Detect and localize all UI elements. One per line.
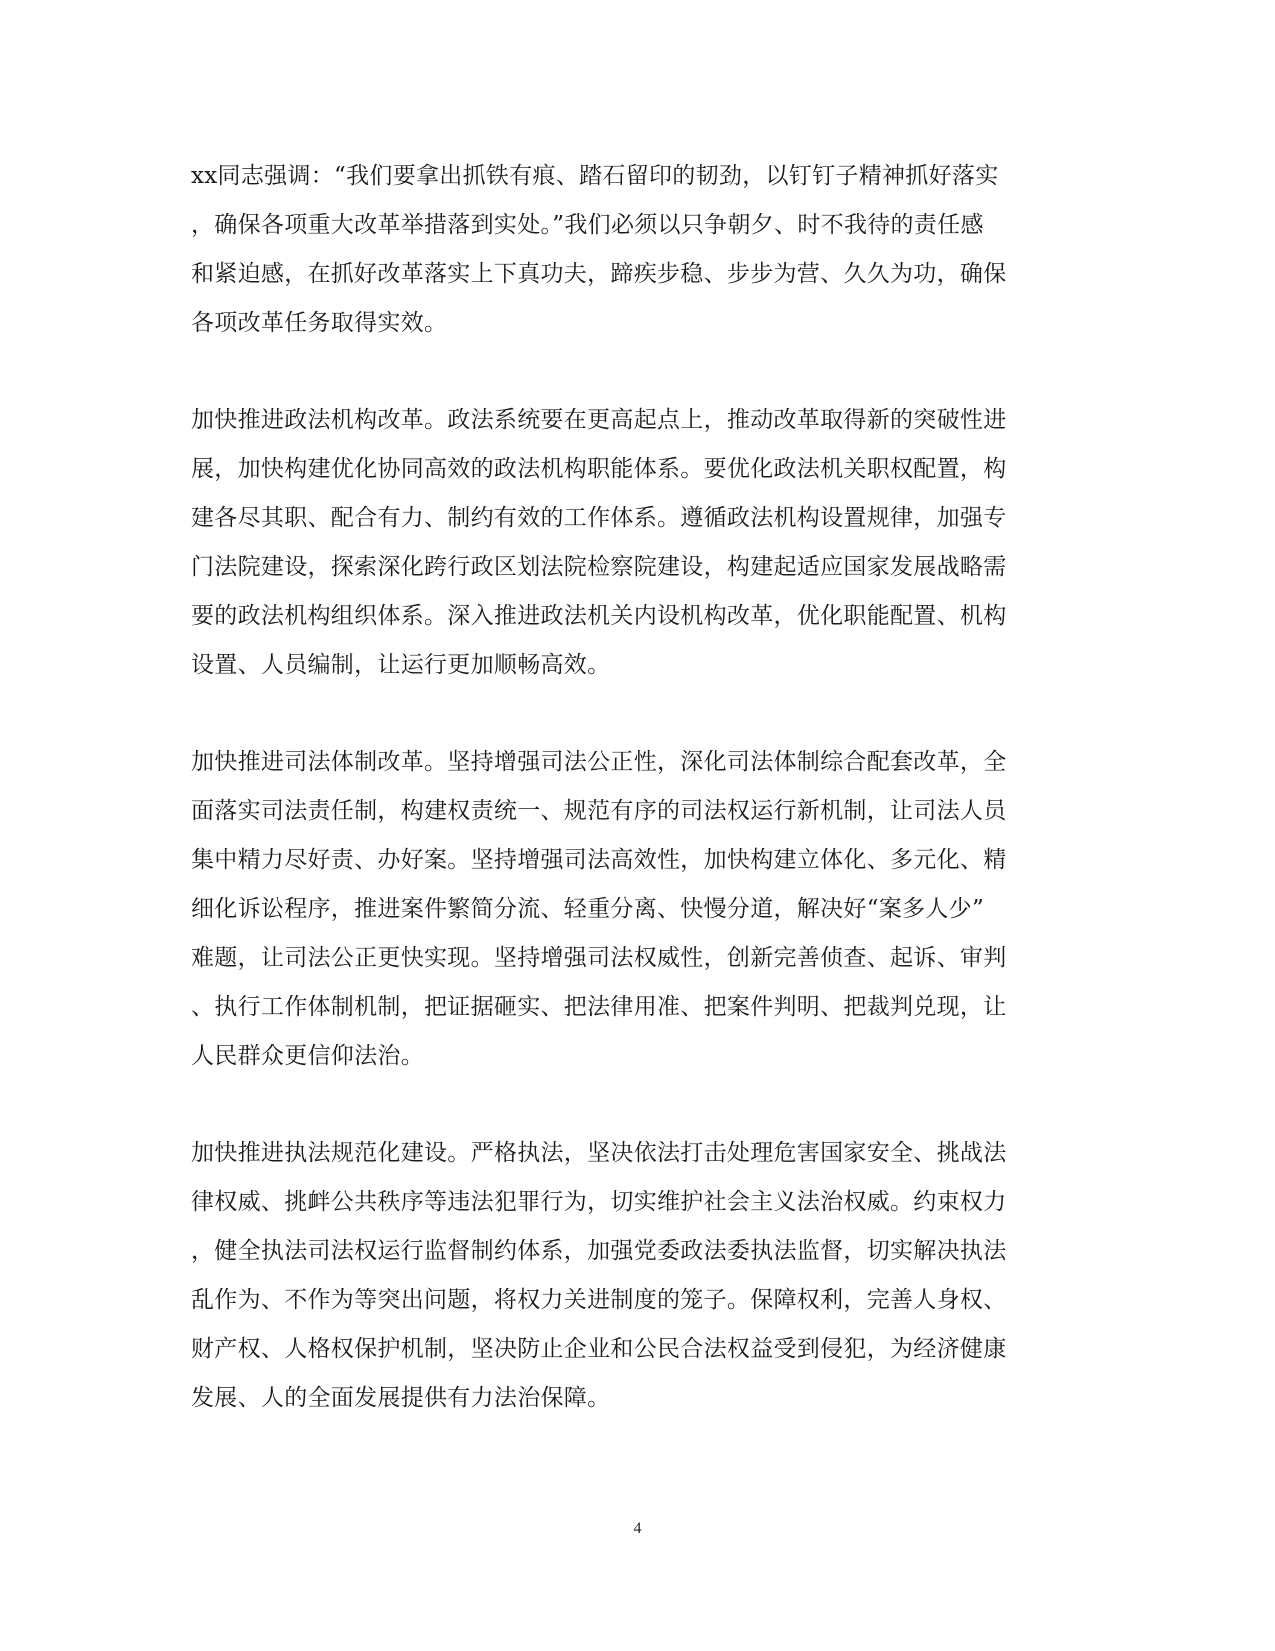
text-line: 、执行工作体制机制，把证据砸实、把法律用准、把案件判明、把裁判兑现，让 xyxy=(191,994,1007,1020)
text-line: 加快推进执法规范化建设。严格执法，坚决依法打击处理危害国家安全、挑战法 xyxy=(191,1140,1007,1166)
text-line: 律权威、挑衅公共秩序等违法犯罪行为，切实维护社会主义法治权威。约束权力 xyxy=(191,1189,1007,1215)
text-line: 要的政法机构组织体系。深入推进政法机关内设机构改革，优化职能配置、机构 xyxy=(191,603,1007,629)
text-line: 设置、人员编制，让运行更加顺畅高效。 xyxy=(191,652,611,678)
text-line: 面落实司法责任制，构建权责统一、规范有序的司法权运行新机制，让司法人员 xyxy=(191,798,1007,824)
text-line: 门法院建设，探索深化跨行政区划法院检察院建设，构建起适应国家发展战略需 xyxy=(191,554,1007,580)
text-line: 建各尽其职、配合有力、制约有效的工作体系。遵循政法机构设置规律，加强专 xyxy=(191,505,1007,531)
paragraph-2 xyxy=(191,396,1071,690)
text-line: 各项改革任务取得实效。 xyxy=(191,310,448,336)
text-line: 展，加快构建优化协同高效的政法机构职能体系。要优化政法机关职权配置，构 xyxy=(191,456,1007,482)
text-line: 和紧迫感，在抓好改革落实上下真功夫，蹄疾步稳、步步为营、久久为功，确保 xyxy=(191,261,1007,287)
text-line: ，健全执法司法权运行监督制约体系，加强党委政法委执法监督，切实解决执法 xyxy=(191,1238,1007,1264)
document-body xyxy=(191,152,1071,1471)
text-line: 细化诉讼程序，推进案件繁简分流、轻重分离、快慢分道，解决好“案多人少” xyxy=(191,896,985,922)
text-line: xx同志强调：“我们要拿出抓铁有痕、踏石留印的韧劲，以钉钉子精神抓好落实 xyxy=(191,163,999,189)
text-line: 难题，让司法公正更快实现。坚持增强司法权威性，创新完善侦查、起诉、审判 xyxy=(191,945,1007,971)
paragraph-1 xyxy=(191,152,1071,348)
text-line: 人民群众更信仰法治。 xyxy=(191,1043,424,1069)
paragraph-3 xyxy=(191,738,1071,1081)
text-line: 乱作为、不作为等突出问题，将权力关进制度的笼子。保障权利，完善人身权、 xyxy=(191,1287,1007,1313)
text-line: ，确保各项重大改革举措落到实处。”我们必须以只争朝夕、时不我待的责任感 xyxy=(191,212,984,238)
paragraph-4 xyxy=(191,1129,1071,1423)
text-line: 发展、人的全面发展提供有力法治保障。 xyxy=(191,1385,611,1411)
page-number: 4 xyxy=(633,1520,642,1537)
text-line: 加快推进政法机构改革。政法系统要在更高起点上，推动改革取得新的突破性进 xyxy=(191,407,1007,433)
text-line: 加快推进司法体制改革。坚持增强司法公正性，深化司法体制综合配套改革，全 xyxy=(191,749,1007,775)
text-line: 财产权、人格权保护机制，坚决防止企业和公民合法权益受到侵犯，为经济健康 xyxy=(191,1336,1007,1362)
text-line: 集中精力尽好责、办好案。坚持增强司法高效性，加快构建立体化、多元化、精 xyxy=(191,847,1007,873)
